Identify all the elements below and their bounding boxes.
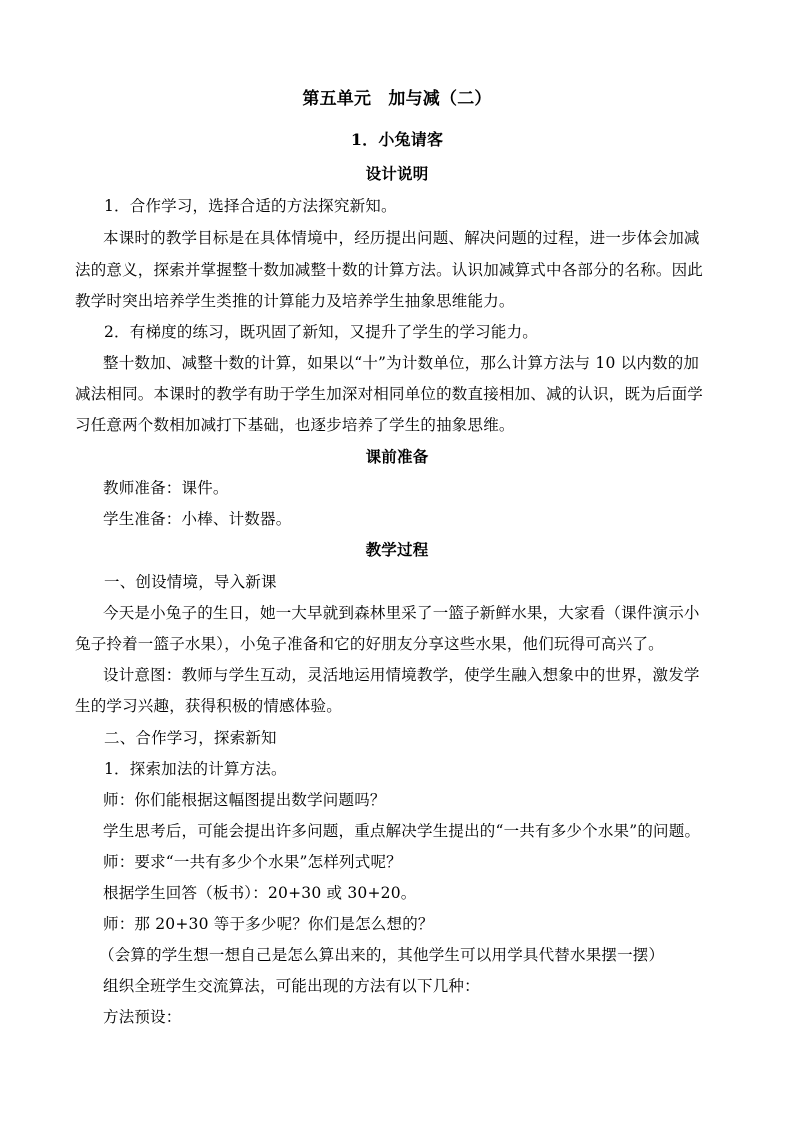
paragraph-line: 学生思考后，可能会提出许多问题，重点解决学生提出的“一共有多少个水果”的问题。 xyxy=(103,822,701,840)
design-point-2: 2．有梯度的练习，既巩固了新知，又提升了学生的学习能力。 xyxy=(104,323,538,341)
paragraph-line: 习任意两个数相加减打下基础，也逐步培养了学生的抽象思维。 xyxy=(75,416,515,434)
step-heading-2: 二、合作学习，探索新知 xyxy=(104,729,277,747)
teacher-question-1: 师：你们能根据这幅图提出数学问题吗？ xyxy=(103,791,386,809)
section-heading-design: 设计说明 xyxy=(365,164,429,183)
prep-teacher: 教师准备：课件。 xyxy=(103,479,229,497)
teacher-question-3: 师：那 20+30 等于多少呢？你们是怎么想的？ xyxy=(103,915,434,933)
paragraph-line: 法的意义，探索并掌握整十数加减整十数的计算方法。认识加减算式中各部分的名称。因此 xyxy=(75,261,704,279)
paragraph-line: 减法相同。本课时的教学有助于学生加深对相同单位的数直接相加、减的认识，既为后面学 xyxy=(75,385,704,403)
design-point-1: 1．合作学习，选择合适的方法探究新知。 xyxy=(104,197,397,215)
paragraph-line: 整十数加、减整十数的计算，如果以“十”为计数单位，那么计算方法与 10 以内数的加 xyxy=(103,354,700,372)
lesson-title: 1．小兔请客 xyxy=(350,130,444,149)
paragraph-line: 设计意图：教师与学生互动，灵活地运用情境教学，使学生融入想象中的世界，激发学 xyxy=(103,666,700,684)
paragraph-line: 本课时的教学目标是在具体情境中，经历提出问题、解决问题的过程，进一步体会加减 xyxy=(103,229,700,247)
board-answer: 根据学生回答（板书）：20+30 或 30+20。 xyxy=(103,884,417,902)
sub-heading-1: 1．探索加法的计算方法。 xyxy=(104,760,287,778)
unit-title: 第五单元 加与减（二） xyxy=(302,89,492,109)
paragraph-line: 今天是小兔子的生日，她一大早就到森林里采了一篮子新鲜水果，大家看（课件演示小 xyxy=(103,604,700,622)
paragraph-line: 兔子拎着一篮子水果），小兔子准备和它的好朋友分享这些水果，他们玩得可高兴了。 xyxy=(75,635,664,653)
prep-student: 学生准备：小棒、计数器。 xyxy=(103,510,292,528)
paragraph-line: 组织全班学生交流算法，可能出现的方法有以下几种： xyxy=(103,977,480,995)
paragraph-line: 生的学习兴趣，获得积极的情感体验。 xyxy=(75,697,342,715)
section-heading-prep: 课前准备 xyxy=(365,447,429,466)
section-heading-process: 教学过程 xyxy=(365,540,429,559)
paragraph-line: 教学时突出培养学生类推的计算能力及培养学生抽象思维能力。 xyxy=(75,292,515,310)
teacher-question-2: 师：要求“一共有多少个水果”怎样列式呢？ xyxy=(103,853,402,871)
method-label: 方法预设： xyxy=(103,1008,182,1026)
step-heading-1: 一、创设情境，导入新课 xyxy=(104,573,277,591)
paragraph-note: （会算的学生想一想自己是怎么算出来的，其他学生可以用学具代替水果摆一摆） xyxy=(99,946,665,964)
